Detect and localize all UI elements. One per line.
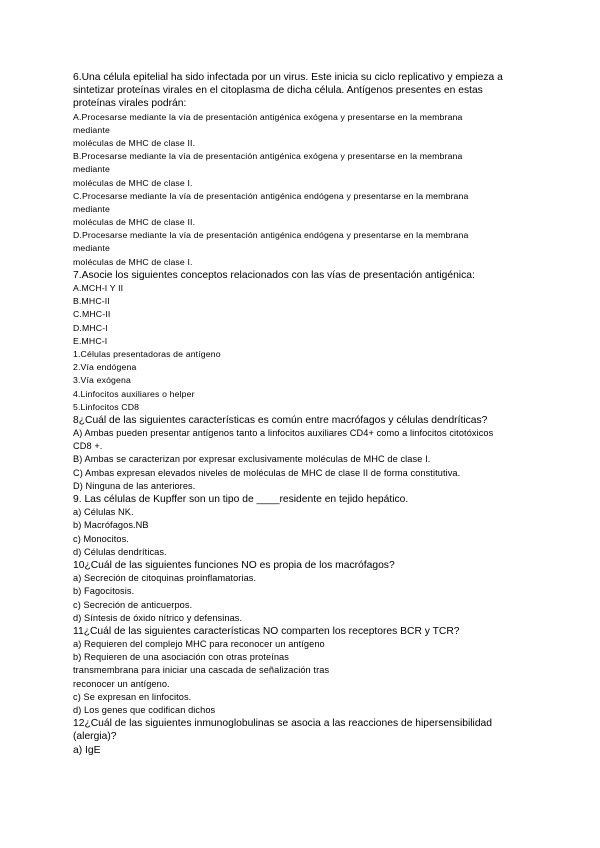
text-line: mediante xyxy=(73,243,110,254)
text-line: 11¿Cuál de las siguientes características NO comparten los receptores BCR y TCR? xyxy=(73,625,460,637)
text-line: a) Secreción de citoquinas proinflamatorias. xyxy=(73,573,257,584)
text-line: D.Procesarse mediante la vía de presentación antigénica endógena y presentarse en la membrana xyxy=(73,230,469,241)
text-line: 4.Linfocitos auxiliares o helper xyxy=(73,388,195,399)
text-line: A) Ambas pueden presentar antígenos tanto a linfocitos auxiliares CD4+ como a linfocitos citotóxicos xyxy=(73,428,494,439)
text-line: moléculas de MHC de clase I. xyxy=(73,256,193,267)
text-line: a) IgE xyxy=(73,744,101,756)
text-line: transmembrana para iniciar una cascada de señalización tras xyxy=(73,665,330,676)
text-line: E.MHC-I xyxy=(73,335,108,346)
text-line: mediante xyxy=(73,164,110,175)
text-line: d) Síntesis de óxido nítrico y defensinas. xyxy=(73,612,243,623)
text-line: B.MHC-II xyxy=(73,296,110,307)
text-line: moléculas de MHC de clase I. xyxy=(73,177,193,188)
exam-page xyxy=(73,71,543,757)
text-line: 9. Las células de Kupffer son un tipo de ____residente en tejido hepático. xyxy=(73,494,409,505)
text-line: mediante xyxy=(73,124,110,135)
text-line: a) Requieren del complejo MHC para reconocer un antígeno xyxy=(73,639,325,650)
text-line: D) Ninguna de las anteriores. xyxy=(73,480,196,491)
text-line: 3.Vía exógena xyxy=(73,375,131,386)
text-line: 1.Células presentadoras de antígeno xyxy=(73,348,221,359)
text-line: D.MHC-I xyxy=(73,322,108,333)
text-line: b) Requieren de una asociación con otras proteínas xyxy=(73,652,289,663)
text-line: proteínas virales podrán: xyxy=(73,98,187,110)
text-line: A.MCH-I Y II xyxy=(73,283,124,293)
text-line: b) Macrófagos.NB xyxy=(73,520,149,531)
text-line: 12¿Cuál de las siguientes inmunoglobulinas se asocia a las reacciones de hipersensibilidad xyxy=(73,718,492,730)
text-line: d) Los genes que codifican dichos xyxy=(73,705,216,715)
text-line: 6.Una célula epitelial ha sido infectada por un virus. Este inicia su ciclo replicativo y empieza a xyxy=(73,72,503,83)
text-line: b) Fagocitosis. xyxy=(73,586,135,597)
text-line: reconocer un antígeno. xyxy=(73,678,170,689)
text-line: sintetizar proteínas virales en el citoplasma de dicha célula. Antígenos presentes en estas xyxy=(73,85,483,97)
text-line: C.MHC-II xyxy=(73,309,111,320)
text-line: C.Procesarse mediante la vía de presentación antigénica endógena y presentarse en la membrana xyxy=(73,190,469,201)
text-line: 5.Linfocitos CD8 xyxy=(73,401,140,412)
text-line: B.Procesarse mediante la vía de presentación antigénica exógena y presentarse en la membrana xyxy=(73,151,463,162)
text-line: 10¿Cuál de las siguientes funciones NO es propia de los macrófagos? xyxy=(73,559,395,571)
text-line: c) Monocitos. xyxy=(73,533,129,544)
text-line: A.Procesarse mediante la vía de presentación antigénica exógena y presentarse en la membrana xyxy=(73,111,463,122)
text-line: moléculas de MHC de clase II. xyxy=(73,217,196,228)
text-line: c) Secreción de anticuerpos. xyxy=(73,599,193,610)
text-line: c) Se expresan en linfocitos. xyxy=(73,691,192,702)
text-line: C) Ambas expresan elevados niveles de moléculas de MHC de clase II de forma constitutiva. xyxy=(73,467,461,478)
text-line: mediante xyxy=(73,203,110,214)
text-line: B) Ambas se caracterizan por expresar exclusivamente moléculas de MHC de clase I. xyxy=(73,454,431,465)
text-line: 2.Vía endógena xyxy=(73,362,137,373)
text-line: 8¿Cuál de las siguientes características es común entre macrófagos y células dendríticas? xyxy=(73,414,488,426)
text-line: CD8 +. xyxy=(73,441,103,452)
text-line: 7.Asocie los siguientes conceptos relacionados con las vías de presentación antigénica: xyxy=(73,269,475,281)
text-line: d) Células dendríticas. xyxy=(73,546,167,557)
text-line: moléculas de MHC de clase II. xyxy=(73,137,196,148)
text-line: (alergia)? xyxy=(73,731,117,743)
text-line: a) Células NK. xyxy=(73,507,134,518)
